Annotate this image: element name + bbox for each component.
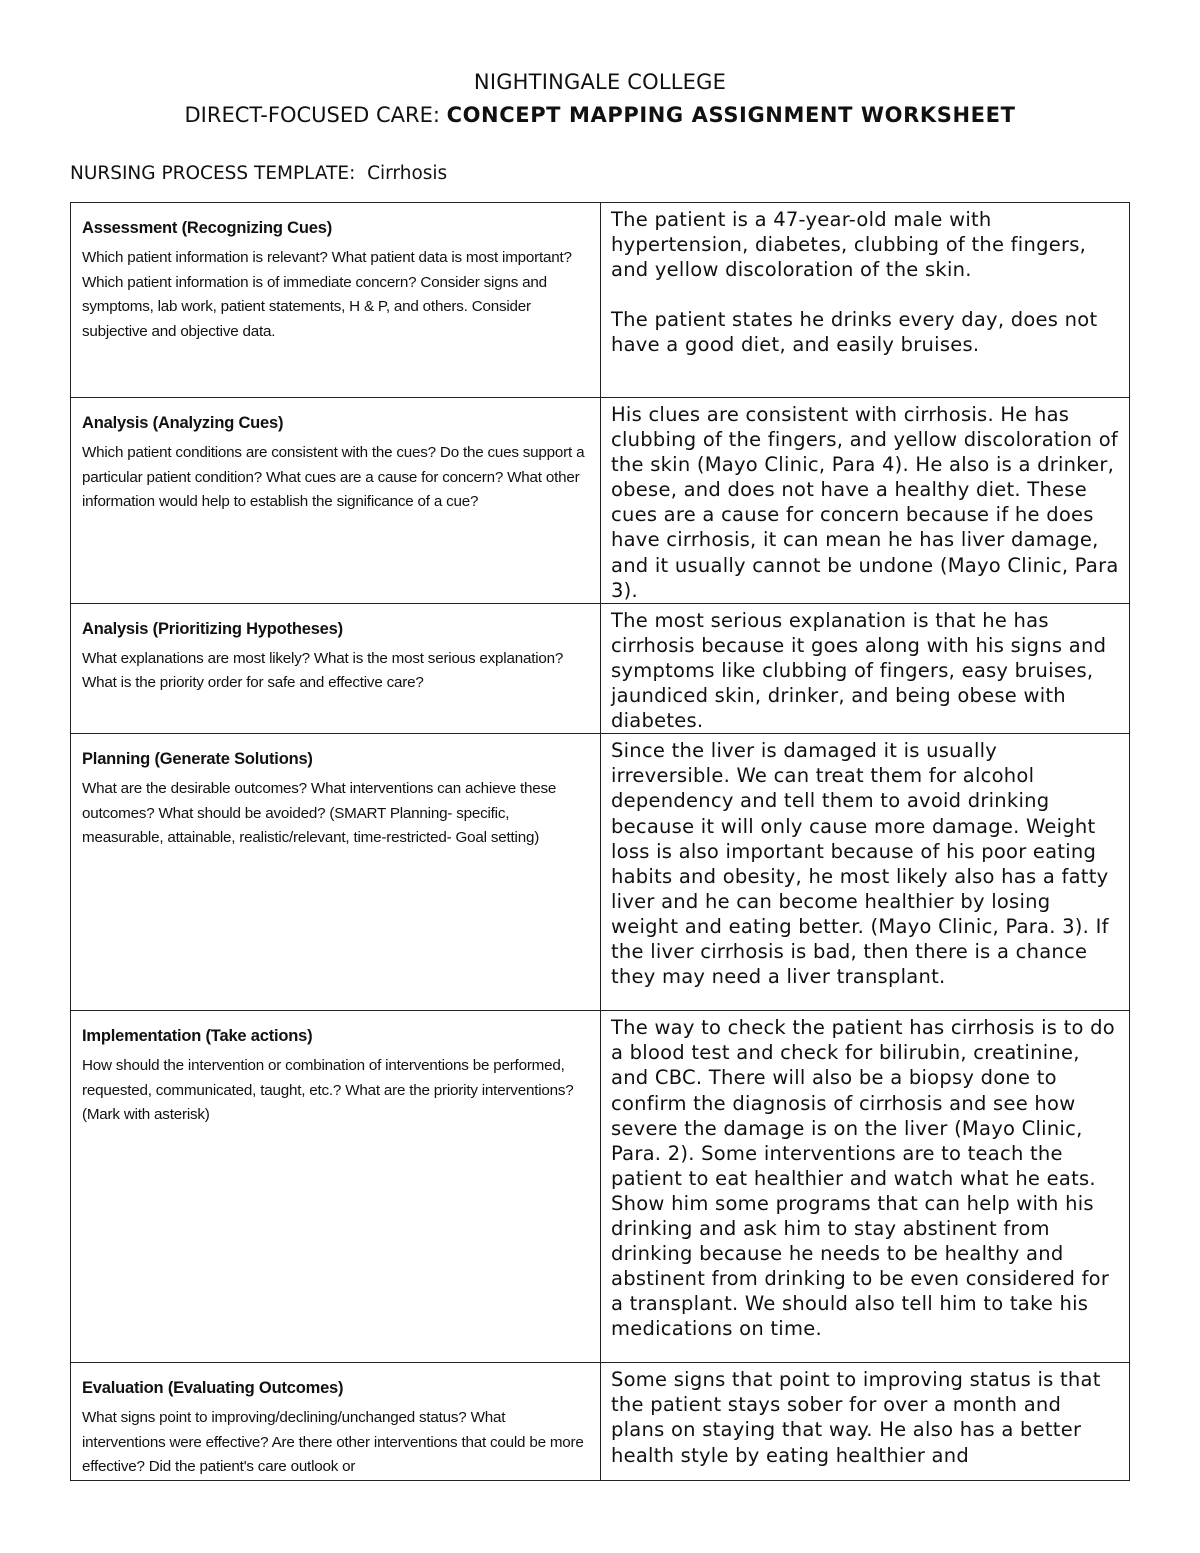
question-cell (71, 203, 601, 398)
college-title: NIGHTINGALE COLLEGE (473, 70, 727, 94)
row-question: What explanations are most likely? What is the most serious explanation? What is the priority order for safe and effective care? (82, 649, 564, 692)
answer-text: His clues are consistent with cirrhosis. He has clubbing of the fingers, and yellow discoloration of the skin (Mayo Clinic, Para 4). He also is a drinker, obese, and does not have a healthy diet. These cues are a cause for concern because if he does have cirrhosis, it can mean he has liver damage, and it usually cannot be undone (Mayo Clinic, Para 3). (611, 403, 1119, 602)
table-row-implementation (71, 1011, 1130, 1363)
row-question: Which patient information is relevant? What patient data is most important? Which patient information is of immediate concern? Consider signs and symptoms, lab work, patient statements, H & P, and others. Consider subjective and objective data. (82, 249, 572, 340)
question-cell (71, 603, 601, 733)
row-title: Evaluation (Evaluating Outcomes) (82, 1379, 344, 1398)
question-cell (71, 1363, 601, 1481)
table-row-planning (71, 734, 1130, 1011)
row-title: Planning (Generate Solutions) (82, 750, 313, 769)
template-line (70, 163, 447, 184)
answer-cell (601, 734, 1130, 1011)
answer-text: The most serious explanation is that he has cirrhosis because it goes along with his signs and symptoms like clubbing of fingers, easy bruises, jaundiced skin, drinker, and being obese with diabetes. (611, 608, 1107, 733)
answer-cell (601, 603, 1130, 733)
row-question: What are the desirable outcomes? What interventions can achieve these outcomes? What should be avoided? (SMART Planning- specific, measurable, attainable, realistic/relevant, time-restricted- Goal setting) (82, 780, 557, 847)
table-row-evaluation (71, 1363, 1130, 1481)
answer-text: Some signs that point to improving status is that the patient stays sober for over a month and plans on staying that way. He also has a better health style by eating healthier and (611, 1368, 1101, 1467)
row-title: Analysis (Prioritizing Hypotheses) (82, 619, 343, 638)
answer-text: The patient states he drinks every day, does not have a good diet, and easily bruises. (611, 308, 1098, 357)
question-cell (71, 1011, 601, 1363)
answer-cell (601, 203, 1130, 398)
table-row-prioritizing-hypotheses (71, 603, 1130, 733)
worksheet-title-bold: CONCEPT MAPPING ASSIGNMENT WORKSHEET (446, 103, 1016, 127)
answer-cell (601, 398, 1130, 604)
answer-cell (601, 1363, 1130, 1481)
worksheet-title-plain: DIRECT-FOCUSED CARE: (184, 103, 447, 127)
row-question: What signs point to improving/declining/unchanged status? What interventions were effective? Are there other interventions that could be more effective? Did the patient's care outlook or (82, 1409, 584, 1476)
row-question: How should the intervention or combination of interventions be performed, requested, communicated, taught, etc.? What are the priority interventions? (Mark with asterisk) (82, 1057, 574, 1124)
table-row-assessment (71, 203, 1130, 398)
question-cell (71, 398, 601, 604)
answer-text: The way to check the patient has cirrhosis is to do a blood test and check for bilirubin, creatinine, and CBC. There will also be a biopsy done to confirm the diagnosis of cirrhosis and see how severe the damage is on the liver (Mayo Clinic, Para. 2). Some interventions are to teach the patient to eat healthier and watch what he eats. Show him some programs that can help with his drinking and ask him to stay abstinent from drinking because he needs to be healthy and abstinent from drinking to be even considered for a transplant. We should also tell him to take his medications on time. (611, 1016, 1115, 1341)
nursing-process-table (70, 202, 1130, 1481)
template-topic: Cirrhosis (367, 163, 448, 184)
row-question: Which patient conditions are consistent with the cues? Do the cues support a particular patient condition? What cues are a cause for concern? What other information would help to establish the significance of a cue? (82, 444, 585, 510)
row-title: Assessment (Recognizing Cues) (82, 219, 333, 237)
table-row-analyzing-cues (71, 398, 1130, 604)
row-title: Analysis (Analyzing Cues) (82, 414, 284, 432)
answer-cell (601, 1011, 1130, 1363)
answer-text: Since the liver is damaged it is usually irreversible. We can treat them for alcohol dependency and tell them to avoid drinking because it will only cause more damage. Weight loss is also important because of his poor eating habits and obesity, he most likely also has a fatty liver and he can become healthier by losing weight and eating better. (Mayo Clinic, Para. 3). If the liver cirrhosis is bad, then there is a chance they may need a liver transplant. (611, 739, 1109, 989)
template-label: NURSING PROCESS TEMPLATE: (70, 163, 356, 184)
row-title: Implementation (Take actions) (82, 1027, 313, 1046)
worksheet-title (0, 103, 1200, 127)
question-cell (71, 734, 601, 1011)
answer-text: The patient is a 47-year-old male with hypertension, diabetes, clubbing of the fingers, and yellow discoloration of the skin. (611, 208, 1087, 282)
